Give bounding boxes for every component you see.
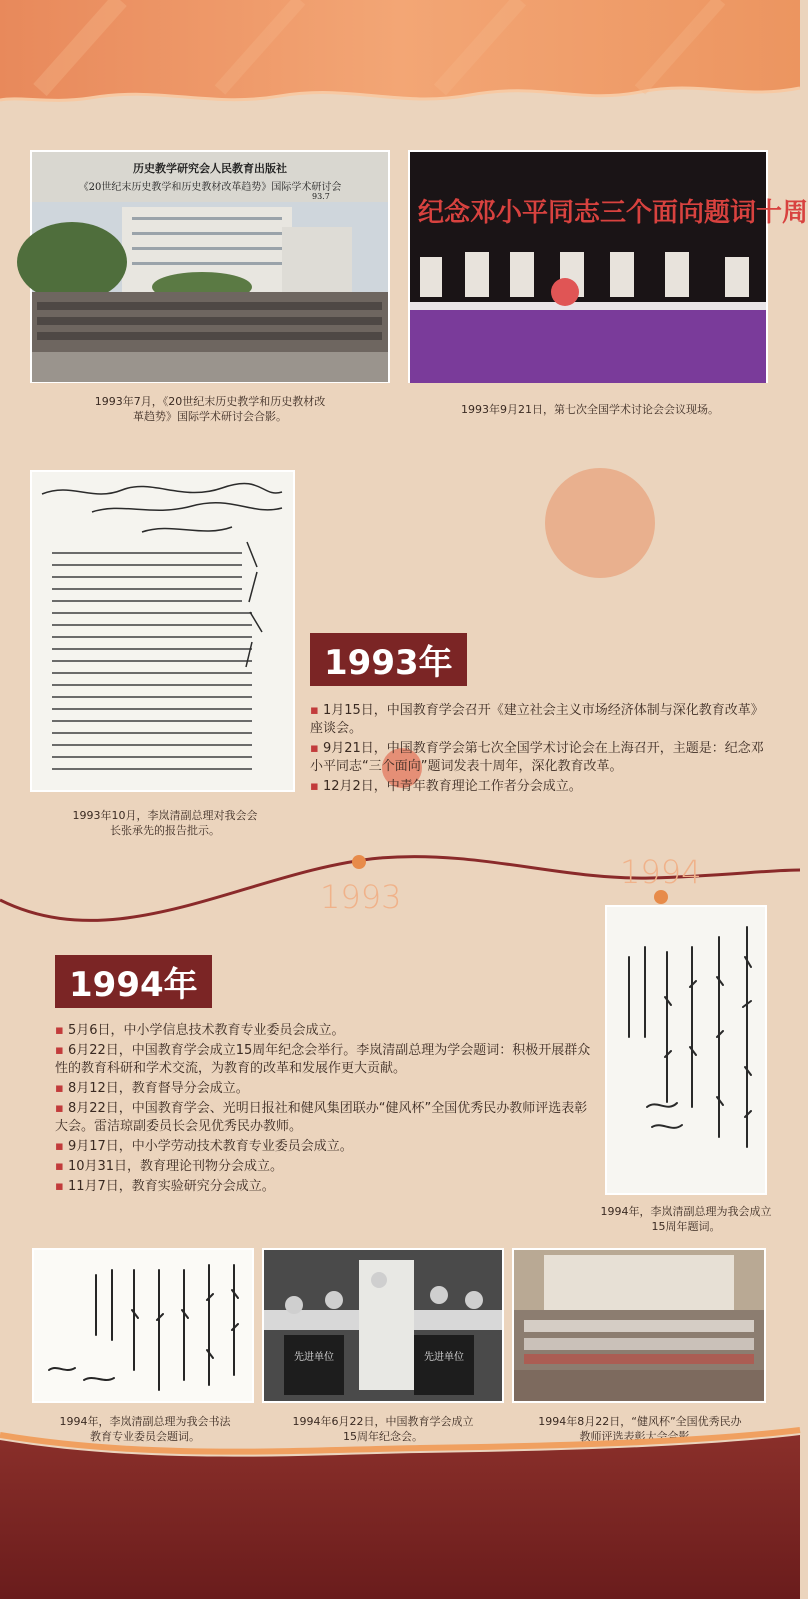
anniversary-scene bbox=[264, 1250, 502, 1401]
year-1994-title: 1994年 bbox=[55, 955, 212, 1008]
conference-photo-1993-sept bbox=[408, 150, 808, 383]
conference-banner: 纪念邓小平同志三个面向题词十周 bbox=[418, 198, 808, 228]
event-1994-2: ▪ 6月22日，中国教育学会成立15周年纪念会举行。李岚清副总理为学会题词：积极开展群众性的教育科研和学术交流，为教育的改革和发展作更大贡献。 bbox=[55, 1042, 595, 1078]
anniversary-meeting-photo bbox=[262, 1248, 504, 1403]
caption-5: 1994年，李岚清副总理为我会书法教育专业委员会题词。 bbox=[59, 1415, 231, 1443]
event-1993-2: ▪ 9月21日，中国教育学会第七次全国学术讨论会在上海召开，主题是：纪念邓小平同志“三个面向”题词发表十周年，深化教育改革。 bbox=[310, 740, 770, 776]
top-wave-band bbox=[0, 0, 800, 120]
event-1994-6: ▪ 10月31日，教育理论刊物分会成立。 bbox=[55, 1158, 595, 1176]
caption-4: 1994年，李岚清副总理为我会成立15周年题词。 bbox=[600, 1205, 772, 1233]
events-1993 bbox=[310, 702, 770, 798]
group-photo-scene bbox=[32, 202, 388, 382]
caption-6: 1994年6月22日，中国教育学会成立15周年纪念会。 bbox=[292, 1415, 474, 1443]
caption-1: 1993年7月，《20世纪末历史教学和历史教材改革趋势》国际学术研讨会合影。 bbox=[94, 395, 326, 423]
group-photo-1993-july bbox=[30, 150, 390, 383]
event-1994-4: ▪ 8月22日，中国教育学会、光明日报社和健风集团联办“健风杯”全国优秀民办教师评选表彰大会。雷洁琼副委员长会见优秀民办教师。 bbox=[55, 1100, 595, 1136]
award-group-photo bbox=[512, 1248, 766, 1403]
event-1993-1: ▪ 1月15日，中国教育学会召开《建立社会主义市场经济体制与深化教育改革》座谈会。 bbox=[310, 702, 770, 738]
events-1994 bbox=[55, 1022, 595, 1198]
event-1993-3: ▪ 12月2日，中青年教育理论工作者分会成立。 bbox=[310, 778, 770, 796]
banner-text-1: 先进单位 bbox=[294, 1352, 334, 1363]
calligraphy-strokes-2 bbox=[34, 1250, 252, 1401]
photo-title-line1: 历史教学研究会人民教育出版社 bbox=[133, 162, 287, 175]
conference-table-scene bbox=[410, 247, 766, 383]
calligraphy-strokes bbox=[607, 907, 765, 1193]
timeline-year-1993: 1993 bbox=[320, 878, 402, 916]
event-1994-5: ▪ 9月17日，中小学劳动技术教育专业委员会成立。 bbox=[55, 1138, 595, 1156]
caption-3: 1993年10月，李岚清副总理对我会会长张承先的报告批示。 bbox=[72, 809, 258, 837]
photo-title-line2: 《20世纪末历史教学和历史教材改革趋势》国际学术研讨会 bbox=[78, 182, 342, 193]
calligraphy-photo-1994 bbox=[32, 1248, 254, 1403]
document-scan bbox=[32, 472, 293, 790]
document-instruction-photo bbox=[30, 470, 295, 792]
event-1994-3: ▪ 8月12日，教育督导分会成立。 bbox=[55, 1080, 595, 1098]
award-group-scene bbox=[514, 1250, 764, 1401]
timeline-dot-1993 bbox=[352, 855, 366, 869]
timeline-dot-1994 bbox=[654, 890, 668, 904]
caption-2: 1993年9月21日，第七次全国学术讨论会会议现场。 bbox=[461, 403, 719, 416]
year-1993-title: 1993年 bbox=[310, 633, 467, 686]
bottom-wave-band bbox=[0, 1430, 800, 1599]
timeline-year-1994: 1994 bbox=[620, 853, 702, 891]
event-1994-1: ▪ 5月6日，中小学信息技术教育专业委员会成立。 bbox=[55, 1022, 595, 1040]
event-1994-7: ▪ 11月7日，教育实验研究分会成立。 bbox=[55, 1178, 595, 1196]
decorative-circle bbox=[545, 468, 655, 578]
banner-text-2: 先进单位 bbox=[424, 1352, 464, 1363]
calligraphy-inscription-photo bbox=[605, 905, 767, 1195]
caption-7: 1994年8月22日，“健风杯”全国优秀民办教师评选表彰大会合影。 bbox=[538, 1415, 742, 1443]
photo-title-line3: 93.7 bbox=[312, 192, 330, 201]
